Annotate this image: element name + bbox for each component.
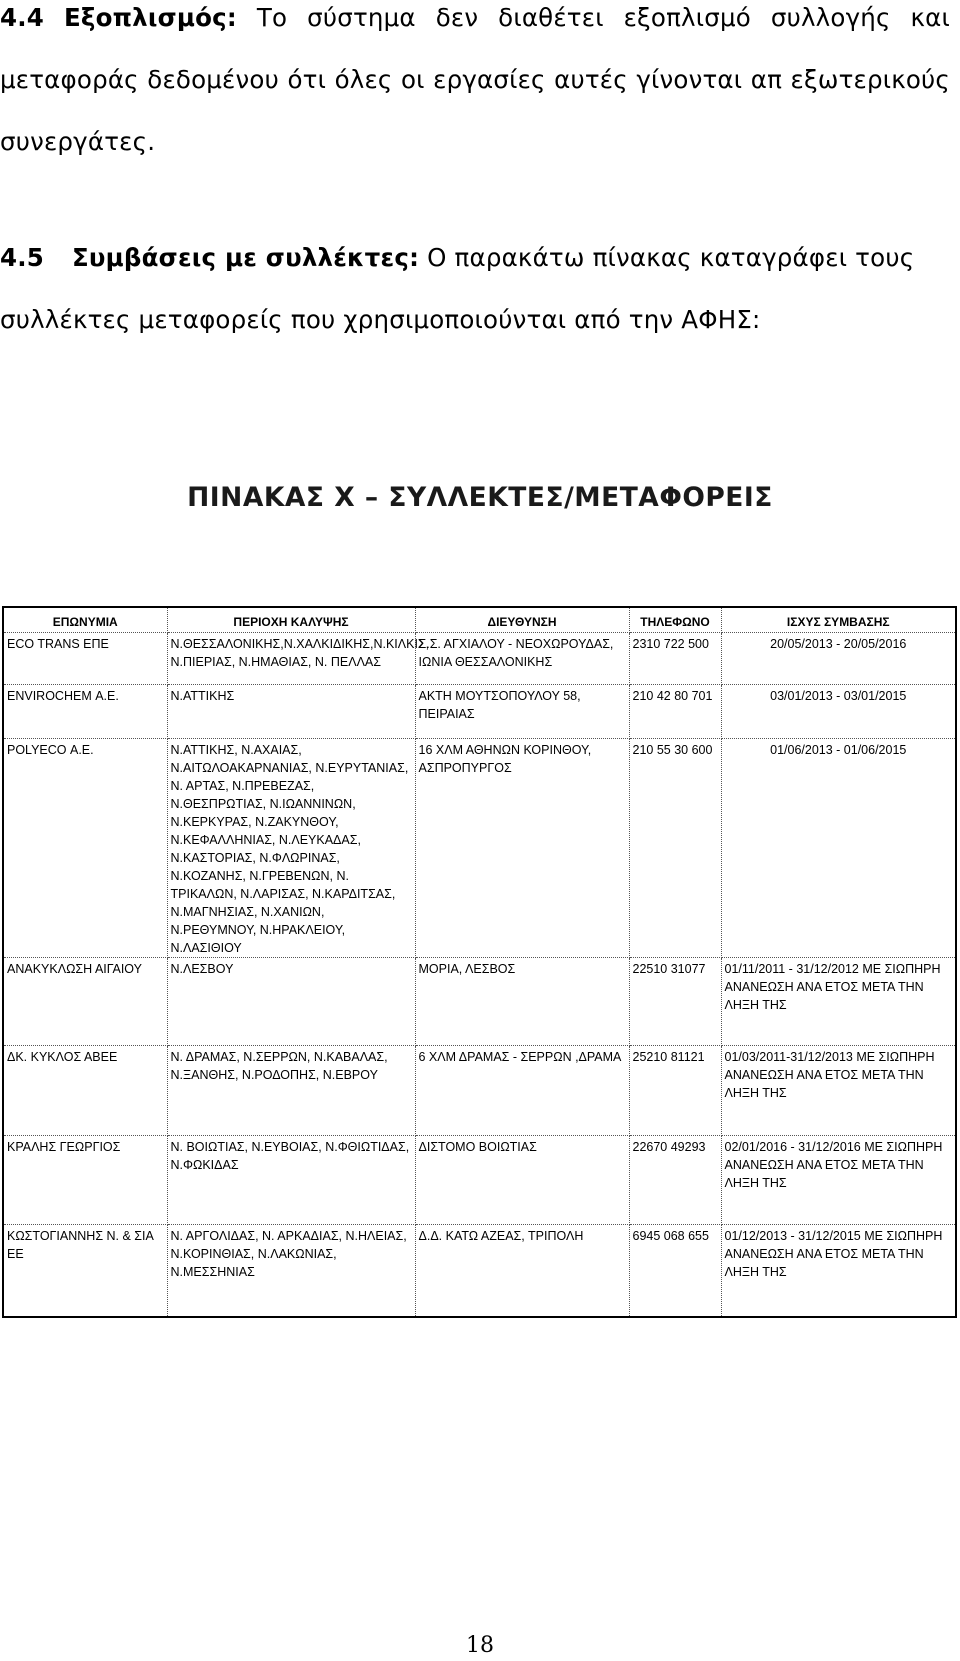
cell-phone: 2310 722 500 xyxy=(629,633,721,685)
cell-address: ΑΚΤΗ ΜΟΥΤΣΟΠΟΥΛΟΥ 58, ΠΕΙΡΑΙΑΣ xyxy=(415,685,629,739)
table-row xyxy=(3,633,956,685)
cell-area: Ν.ΑΤΤΙΚΗΣ xyxy=(167,685,415,739)
section-4-5-text: Ο παρακάτω πίνακας καταγράφει τους συλλέκτες μεταφορείς που χρησιμοποιούνται από την ΑΦΗΣ: xyxy=(0,243,915,334)
cell-address: 16 ΧΛΜ ΑΘΗΝΩΝ ΚΟΡΙΝΘΟΥ, ΑΣΠΡΟΠΥΡΓΟΣ xyxy=(415,739,629,958)
cell-phone: 6945 068 655 xyxy=(629,1225,721,1317)
cell-name: ΑΝΑΚΥΚΛΩΣΗ ΑΙΓΑΙΟΥ xyxy=(3,958,167,1046)
cell-name: ENVIROCHEM Α.Ε. xyxy=(3,685,167,739)
section-4-5-heading: Συμβάσεις με συλλέκτες: xyxy=(72,243,420,272)
table-row xyxy=(3,958,956,1046)
cell-validity: 01/03/2011-31/12/2013 ΜΕ ΣΙΩΠΗΡΗ ΑΝΑΝΕΩΣΗ ΑΝΑ ΕΤΟΣ ΜΕΤΑ ΤΗΝ ΛΗΞΗ ΤΗΣ xyxy=(721,1046,956,1136)
cell-validity: 01/12/2013 - 31/12/2015 ΜΕ ΣΙΩΠΗΡΗ ΑΝΑΝΕΩΣΗ ΑΝΑ ΕΤΟΣ ΜΕΤΑ ΤΗΝ ΛΗΞΗ ΤΗΣ xyxy=(721,1225,956,1317)
cell-validity: 03/01/2013 - 03/01/2015 xyxy=(721,685,956,739)
cell-phone: 210 42 80 701 xyxy=(629,685,721,739)
cell-address: Δ.Δ. ΚΑΤΩ ΑΖΕΑΣ, ΤΡΙΠΟΛΗ xyxy=(415,1225,629,1317)
cell-phone: 22510 31077 xyxy=(629,958,721,1046)
section-4-5-paragraph xyxy=(0,227,950,351)
header-address: ΔΙΕΥΘΥΝΣΗ xyxy=(415,607,629,633)
cell-name: ECO TRANS ΕΠΕ xyxy=(3,633,167,685)
cell-area: Ν. ΑΡΓΟΛΙΔΑΣ, Ν. ΑΡΚΑΔΙΑΣ, Ν.ΗΛΕΙΑΣ, Ν.ΚΟΡΙΝΘΙΑΣ, Ν.ΛΑΚΩΝΙΑΣ, Ν.ΜΕΣΣΗΝΙΑΣ xyxy=(167,1225,415,1317)
cell-validity: 01/06/2013 - 01/06/2015 xyxy=(721,739,956,958)
cell-area: Ν.ΘΕΣΣΑΛΟΝΙΚΗΣ,Ν.ΧΑΛΚΙΔΙΚΗΣ,Ν.ΚΙΛΚΙΣ, Ν.ΠΙΕΡΙΑΣ, Ν.ΗΜΑΘΙΑΣ, Ν. ΠΕΛΛΑΣ xyxy=(167,633,415,685)
cell-name: ΚΡΑΛΗΣ ΓΕΩΡΓΙΟΣ xyxy=(3,1136,167,1225)
section-4-4-number: 4.4 xyxy=(0,3,45,32)
table-header-row xyxy=(3,607,956,633)
page-number: 18 xyxy=(466,1633,494,1658)
cell-address: ΜΟΡΙΑ, ΛΕΣΒΟΣ xyxy=(415,958,629,1046)
table-row xyxy=(3,739,956,958)
collectors-table xyxy=(2,606,957,1318)
cell-validity: 01/11/2011 - 31/12/2012 ΜΕ ΣΙΩΠΗΡΗ ΑΝΑΝΕΩΣΗ ΑΝΑ ΕΤΟΣ ΜΕΤΑ ΤΗΝ ΛΗΞΗ ΤΗΣ xyxy=(721,958,956,1046)
cell-validity: 02/01/2016 - 31/12/2016 ΜΕ ΣΙΩΠΗΡΗ ΑΝΑΝΕΩΣΗ ΑΝΑ ΕΤΟΣ ΜΕΤΑ ΤΗΝ ΛΗΞΗ ΤΗΣ xyxy=(721,1136,956,1225)
cell-address: ΔΙΣΤΟΜΟ ΒΟΙΩΤΙΑΣ xyxy=(415,1136,629,1225)
header-name: ΕΠΩΝΥΜΙΑ xyxy=(3,607,167,633)
cell-validity: 20/05/2013 - 20/05/2016 xyxy=(721,633,956,685)
section-4-4-paragraph xyxy=(0,0,950,173)
cell-address: Σ.Σ. ΑΓΧΙΑΛΟΥ - ΝΕΟΧΩΡΟΥΔΑΣ, ΙΩΝΙΑ ΘΕΣΣΑΛΟΝΙΚΗΣ xyxy=(415,633,629,685)
header-phone: ΤΗΛΕΦΩΝΟ xyxy=(629,607,721,633)
cell-address: 6 ΧΛΜ ΔΡΑΜΑΣ - ΣΕΡΡΩΝ ,ΔΡΑΜΑ xyxy=(415,1046,629,1136)
table-row xyxy=(3,1046,956,1136)
cell-phone: 25210 81121 xyxy=(629,1046,721,1136)
header-area: ΠΕΡΙΟΧΗ ΚΑΛΥΨΗΣ xyxy=(167,607,415,633)
cell-area: Ν.ΛΕΣΒΟΥ xyxy=(167,958,415,1046)
section-4-5-number: 4.5 xyxy=(0,243,45,272)
table-title: ΠΙΝΑΚΑΣ Χ – ΣΥΛΛΕΚΤΕΣ/ΜΕΤΑΦΟΡΕΙΣ xyxy=(187,482,773,513)
cell-name: ΔΚ. ΚΥΚΛΟΣ ΑΒΕΕ xyxy=(3,1046,167,1136)
cell-phone: 22670 49293 xyxy=(629,1136,721,1225)
cell-name: POLYECO Α.Ε. xyxy=(3,739,167,958)
header-validity: ΙΣΧΥΣ ΣΥΜΒΑΣΗΣ xyxy=(721,607,956,633)
table-row xyxy=(3,685,956,739)
cell-area: Ν.ΑΤΤΙΚΗΣ, Ν.ΑΧΑΙΑΣ, Ν.ΑΙΤΩΛΟΑΚΑΡΝΑΝΙΑΣ, Ν.ΕΥΡΥΤΑΝΙΑΣ, Ν. ΑΡΤΑΣ, Ν.ΠΡΕΒΕΖΑΣ, Ν.ΘΕΣΠΡΩΤΙΑΣ, Ν.ΙΩΑΝΝΙΝΩΝ, Ν.ΚΕΡΚΥΡΑΣ, Ν.ΖΑΚΥΝΘΟΥ, Ν.ΚΕΦΑΛΛΗΝΙΑΣ, Ν.ΛΕΥΚΑΔΑΣ, Ν.ΚΑΣΤΟΡΙΑΣ, Ν.ΦΛΩΡΙΝΑΣ, Ν.ΚΟΖΑΝΗΣ, Ν.ΓΡΕΒΕΝΩΝ, Ν. ΤΡΙΚΑΛΩΝ, Ν.ΛΑΡΙΣΑΣ, Ν.ΚΑΡΔΙΤΣΑΣ, Ν.ΜΑΓΝΗΣΙΑΣ, Ν.ΧΑΝΙΩΝ, Ν.ΡΕΘΥΜΝΟΥ, Ν.ΗΡΑΚΛΕΙΟΥ, Ν.ΛΑΣΙΘΙΟΥ xyxy=(167,739,415,958)
cell-area: Ν. ΔΡΑΜΑΣ, Ν.ΣΕΡΡΩΝ, Ν.ΚΑΒΑΛΑΣ, Ν.ΞΑΝΘΗΣ, Ν.ΡΟΔΟΠΗΣ, Ν.ΕΒΡΟΥ xyxy=(167,1046,415,1136)
cell-phone: 210 55 30 600 xyxy=(629,739,721,958)
section-4-4-heading: Εξοπλισμός: xyxy=(63,3,237,32)
cell-area: Ν. ΒΟΙΩΤΙΑΣ, Ν.ΕΥΒΟΙΑΣ, Ν.ΦΘΙΩΤΙΔΑΣ, Ν.ΦΩΚΙΔΑΣ xyxy=(167,1136,415,1225)
cell-name: ΚΩΣΤΟΓΙΑΝΝΗΣ Ν. & ΣΙΑ ΕΕ xyxy=(3,1225,167,1317)
table-row xyxy=(3,1136,956,1225)
section-4-4-text: Το σύστημα δεν διαθέτει εξοπλισμό συλλογής και μεταφοράς δεδομένου ότι όλες οι εργασίες αυτές γίνονται απ εξωτερικούς συνεργάτες. xyxy=(0,3,950,156)
table-row xyxy=(3,1225,956,1317)
